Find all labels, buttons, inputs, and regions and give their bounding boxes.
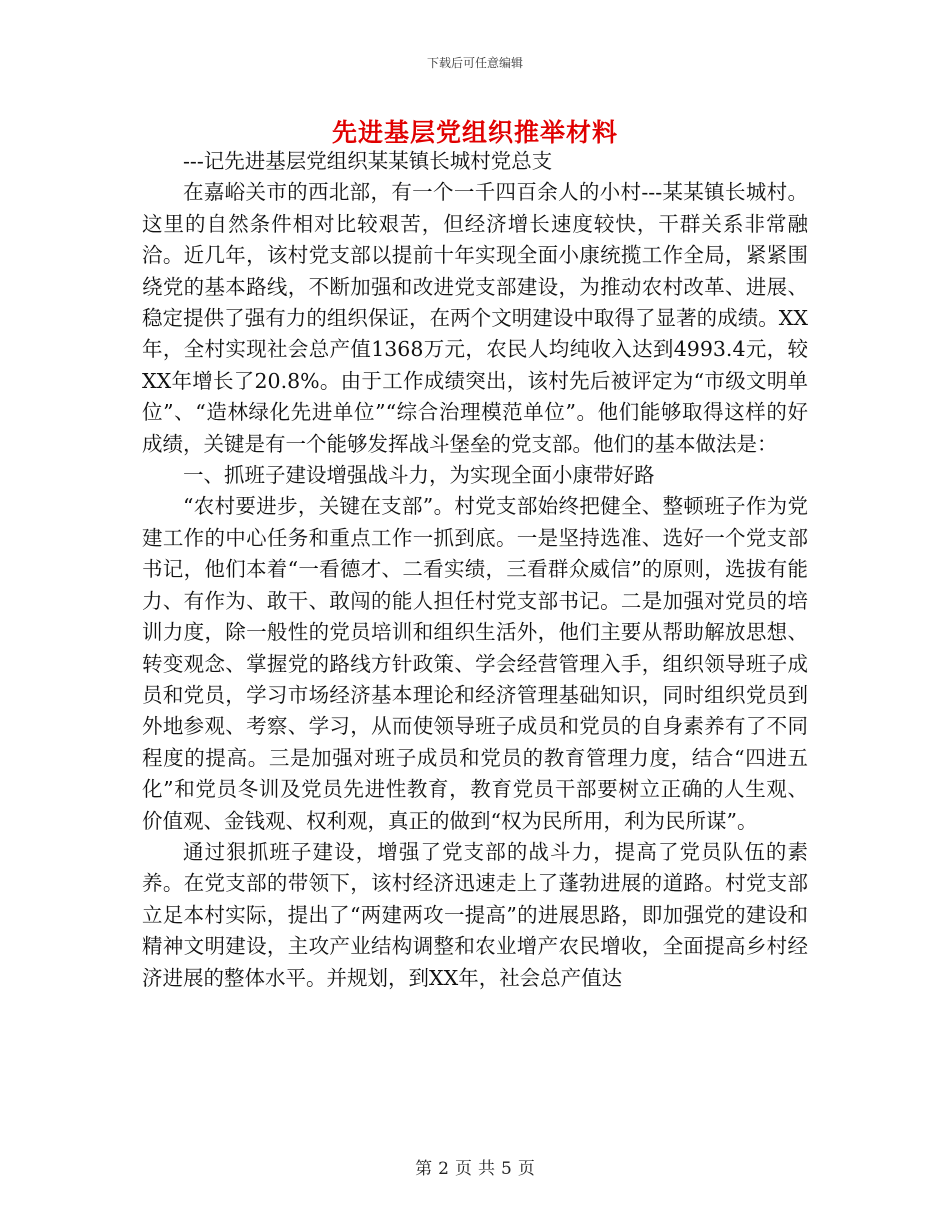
- page-total: 5: [501, 1159, 512, 1179]
- section-heading: 一、抓班子建设增强战斗力，为实现全面小康带好路: [183, 463, 655, 488]
- total-unit: 页: [517, 1159, 535, 1179]
- total-label: 共: [478, 1159, 495, 1179]
- paragraph-body: “农村要进步，关键在支部”。村党支部始终把健全、整顿班子作为党建工作的中心任务和重点工作一抓到底。一是坚持选准、选好一个党支部书记，他们本着“一看德才、二看实绩，三看群众威信”的原则，选拔有能力、有作为、敢干、敢闯的能人担任村党支部书记。二是加强对党员的培训力度，除一般性的党员培训和组织生活外，他们主要从帮助解放思想、转变观念、掌握党的路线方针政策、学会经营管理入手，组织领导班子成员和党员，学习市场经济基本理论和经济管理基础知识，同时组织党员到外地参观、考察、学习，从而使领导班子成员和党员的自身素养有了不同程度的提高。三是加强对班子成员和党员的教育管理力度，结合“四进五化”和党员冬训及党员先进性教育，教育党员干部要树立正确的人生观、价值观、金钱观、权利观，真正的做到“权为民所用，利为民所谋”。: [142, 494, 808, 833]
- page-header: 下载后可任意编辑: [426, 56, 523, 70]
- page-unit: 页: [455, 1159, 472, 1179]
- document-title: 先进基层党组织推举材料: [331, 118, 618, 147]
- subtitle: ---记先进基层党组织某某镇长城村党总支: [183, 149, 553, 173]
- document-body: [142, 146, 808, 994]
- page-label: 第: [415, 1159, 433, 1179]
- page-current: 2: [438, 1159, 449, 1179]
- paragraph-intro: 在嘉峪关市的西北部，有一个一千四百余人的小村---某某镇长城村。这里的自然条件相对比较艰苦，但经济增长速度较快，干群关系非常融洽。近几年，该村党支部以提前十年实现全面小康统揽工作全局，紧紧围绕党的基本路线，不断加强和改进党支部建设，为推动农村改革、进展、稳定提供了强有力的组织保证，在两个文明建设中取得了显著的成绩。XX年，全村实现社会总产值1368万元，农民人均纯收入达到4993.4元，较XX年增长了20.8%。由于工作成绩突出，该村先后被评定为“市级文明单位”、“造林绿化先进单位”“综合治理模范单位”。他们能够取得这样的好成绩，关键是有一个能够发挥战斗堡垒的党支部。他们的基本做法是：: [142, 180, 808, 456]
- page-footer: [0, 1154, 950, 1179]
- paragraph-body: 通过狠抓班子建设，增强了党支部的战斗力，提高了党员队伍的素养。在党支部的带领下，该村经济迅速走上了蓬勃进展的道路。村党支部立足本村实际，提出了“两建两攻一提高”的进展思路，即加强党的建设和精神文明建设，主攻产业结构调整和农业增产农民增收，全面提高乡村经济进展的整体水平。并规划，到XX年，社会总产值达: [142, 839, 808, 990]
